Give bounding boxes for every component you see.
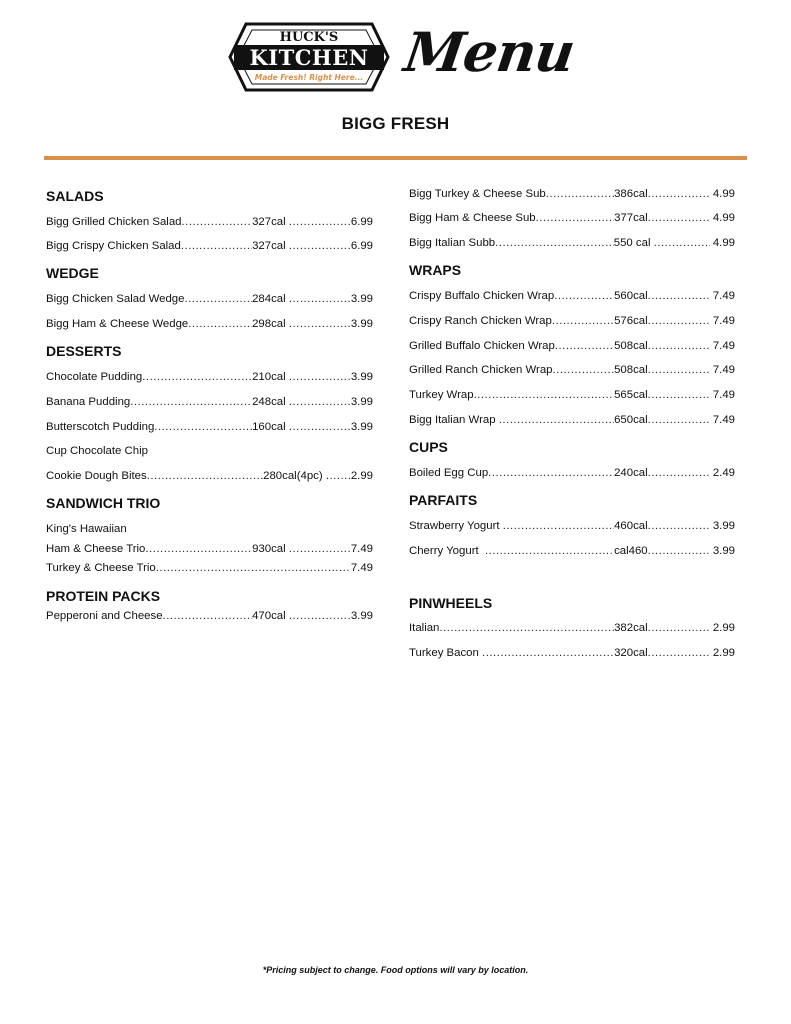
svg-text:HUCK'S: HUCK'S bbox=[279, 30, 339, 45]
menu-item: Turkey & Cheese Trio ..... 7.49 bbox=[46, 562, 373, 574]
menu-item: Italian ..... 382cal ..... 2.99 bbox=[409, 622, 735, 634]
menu-script-title: Menu bbox=[400, 20, 579, 84]
menu-item: Cherry Yogurt ..... cal460 ..... 3.99 bbox=[409, 545, 735, 557]
menu-item: Crispy Ranch Chicken Wrap ..... 576cal ..... 7.49 bbox=[409, 315, 735, 327]
page-title: BIGG FRESH bbox=[341, 114, 450, 133]
menu-item: Turkey Wrap ..... 565cal ..... 7.49 bbox=[409, 389, 735, 401]
menu-item: Bigg Ham & Cheese Sub ..... 377cal ..... 4.99 bbox=[409, 212, 735, 224]
menu-item: Chocolate Pudding ..... 210cal ..... 3.99 bbox=[46, 371, 373, 383]
category-heading: PARFAITS bbox=[409, 492, 478, 508]
menu-item: Butterscotch Pudding ..... 160cal ..... 3.99 bbox=[46, 421, 373, 433]
category-heading: SANDWICH TRIO bbox=[46, 495, 161, 511]
menu-item: Grilled Ranch Chicken Wrap ..... 508cal ..... 7.49 bbox=[409, 364, 735, 376]
menu-item: Strawberry Yogurt ..... 460cal ..... 3.99 bbox=[409, 520, 735, 532]
category-heading: WRAPS bbox=[409, 262, 462, 278]
pricing-disclaimer: *Pricing subject to change. Food options will vary by location. bbox=[262, 965, 529, 975]
category-heading: CUPS bbox=[409, 439, 448, 455]
category-heading: PINWHEELS bbox=[409, 595, 493, 611]
menu-item: Grilled Buffalo Chicken Wrap ..... 508cal ..... 7.49 bbox=[409, 340, 735, 352]
menu-item: Cookie Dough Bites ..... 280cal(4pc) ..... 2.99 bbox=[46, 470, 373, 482]
menu-item: Bigg Italian Wrap ..... 650cal ..... 7.49 bbox=[409, 414, 735, 426]
menu-item: Boiled Egg Cup ..... 240cal ..... 2.49 bbox=[409, 467, 735, 479]
divider bbox=[44, 156, 747, 160]
menu-item: Bigg Turkey & Cheese Sub ..... 386cal ..... 4.99 bbox=[409, 188, 735, 200]
category-heading: PROTEIN PACKS bbox=[46, 588, 161, 604]
category-heading: SALADS bbox=[46, 188, 104, 204]
menu-item: Bigg Crispy Chicken Salad ..... 327cal ..... 6.99 bbox=[46, 240, 373, 252]
menu-item-label: Cup Chocolate Chip bbox=[46, 445, 148, 457]
menu-item: Bigg Italian Subb ..... 550 cal ..... 4.99 bbox=[409, 237, 735, 249]
menu-item: Pepperoni and Cheese ..... 470cal ..... 3.99 bbox=[46, 610, 373, 622]
svg-text:KITCHEN: KITCHEN bbox=[249, 45, 369, 70]
category-heading: DESSERTS bbox=[46, 343, 122, 359]
menu-item: Crispy Buffalo Chicken Wrap ..... 560cal ..... 7.49 bbox=[409, 290, 735, 302]
menu-item: Bigg Ham & Cheese Wedge ..... 298cal ..... 3.99 bbox=[46, 318, 373, 330]
menu-item: Bigg Grilled Chicken Salad ..... 327cal ..... 6.99 bbox=[46, 216, 373, 228]
menu-item: Turkey Bacon ..... 320cal ..... 2.99 bbox=[409, 647, 735, 659]
hucks-kitchen-logo bbox=[228, 22, 390, 92]
menu-item: Ham & Cheese Trio ..... 930cal ..... 7.49 bbox=[46, 543, 373, 555]
subheading: King's Hawaiian bbox=[46, 523, 127, 535]
menu-item: Banana Pudding ..... 248cal ..... 3.99 bbox=[46, 396, 373, 408]
menu-item: Bigg Chicken Salad Wedge ..... 284cal ..... 3.99 bbox=[46, 293, 373, 305]
svg-text:Made Fresh! Right Here...: Made Fresh! Right Here... bbox=[254, 73, 364, 82]
category-heading: WEDGE bbox=[46, 265, 99, 281]
